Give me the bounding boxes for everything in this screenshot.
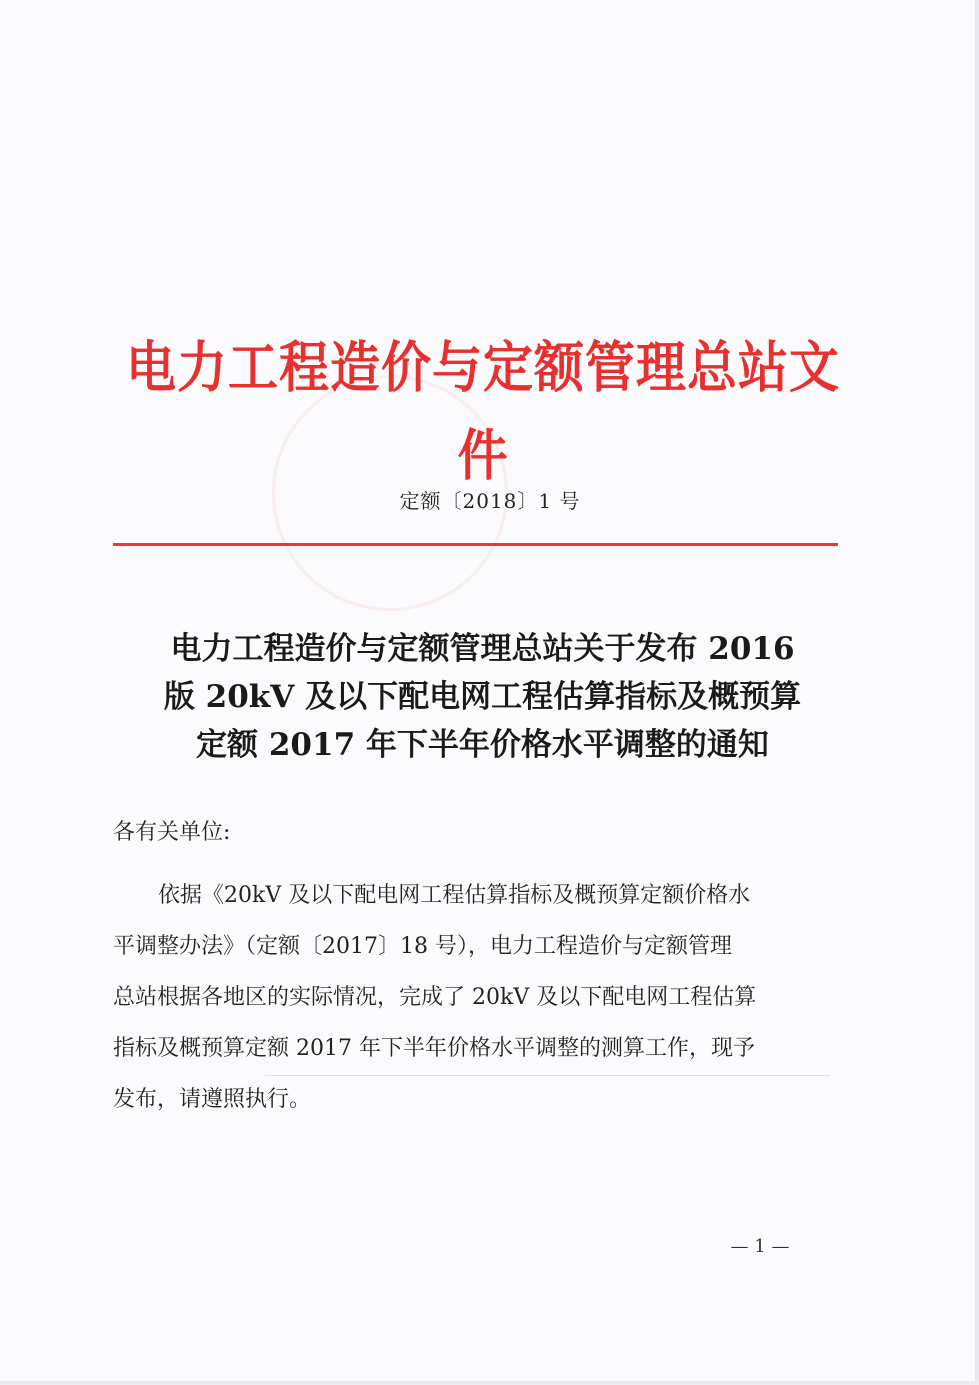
- notice-title: [110, 625, 855, 769]
- bleedthrough-line: [265, 1075, 830, 1076]
- document-header-title: 电力工程造价与定额管理总站文件: [126, 335, 840, 488]
- body-line: 依据《20kV 及以下配电网工程估算指标及概预算定额价格水: [158, 883, 751, 908]
- body-line: 发布，请遵照执行。: [113, 1087, 312, 1112]
- red-divider: [113, 543, 838, 546]
- salutation: 各有关单位:: [113, 820, 231, 845]
- notice-title-line: 电力工程造价与定额管理总站关于发布 2016: [170, 631, 795, 667]
- body-line: 指标及概预算定额 2017 年下半年价格水平调整的测算工作，现予: [113, 1036, 755, 1061]
- notice-title-line: 定额 2017 年下半年价格水平调整的通知: [196, 727, 769, 763]
- page-number: — 1 —: [730, 1236, 790, 1257]
- body-line: 总站根据各地区的实际情况，完成了 20kV 及以下配电网工程估算: [113, 985, 757, 1010]
- body-line: 平调整办法》（定额〔2017〕18 号），电力工程造价与定额管理: [113, 934, 732, 959]
- document-number: 定额〔2018〕1 号: [399, 489, 581, 513]
- page-edge: [0, 1381, 979, 1385]
- notice-title-line: 版 20kV 及以下配电网工程估算指标及概预算: [163, 679, 802, 715]
- page-edge: [975, 0, 979, 1385]
- body-paragraph: [113, 870, 853, 1125]
